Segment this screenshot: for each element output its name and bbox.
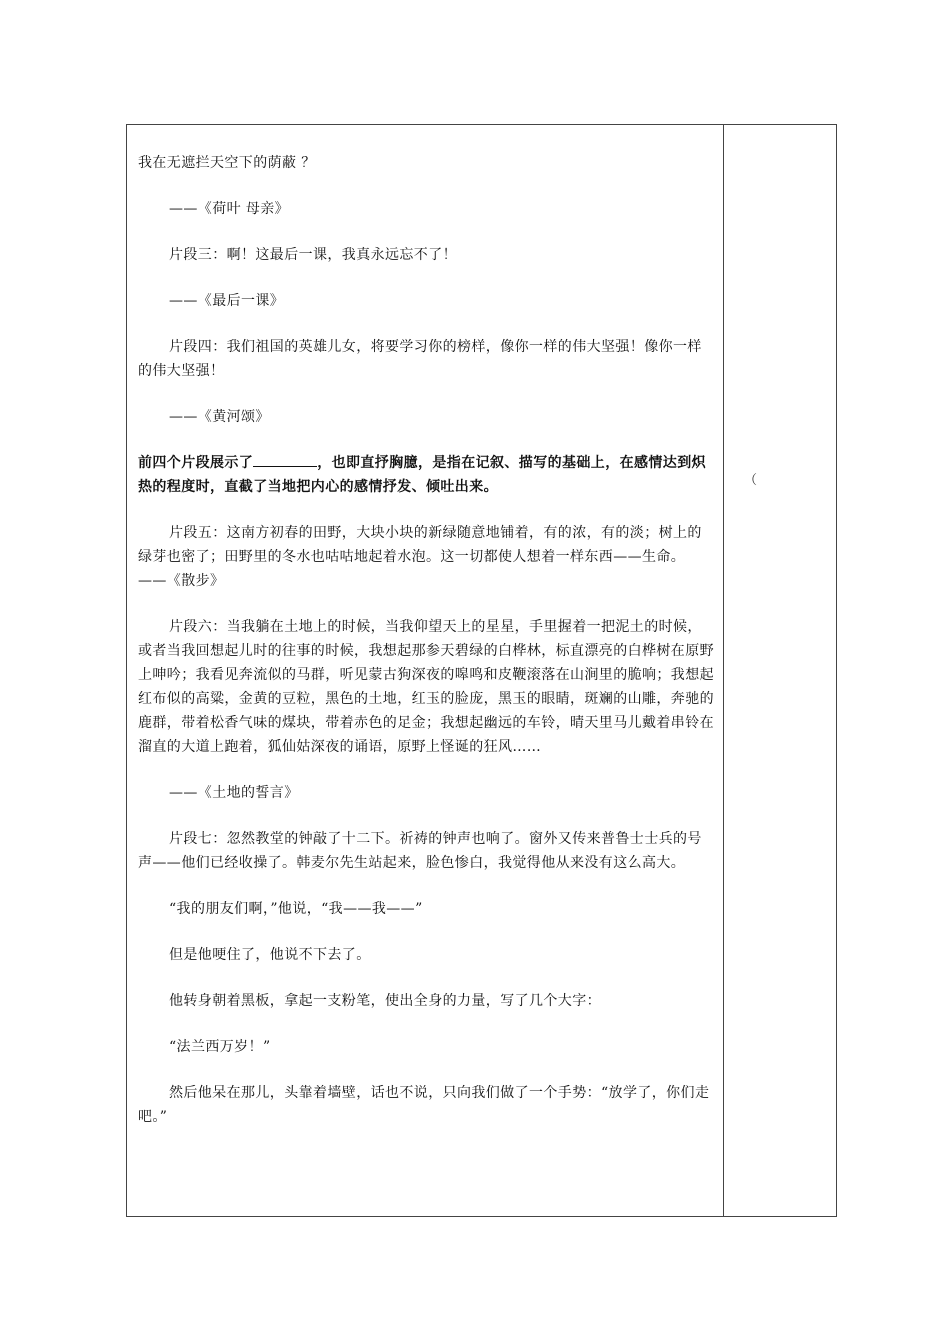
source-zuihou-yike: ——《最后一课》 [169, 293, 285, 309]
main-column [127, 125, 724, 1216]
paragraph-continuation: 我在无遮拦天空下的荫蔽 ？ [138, 155, 316, 171]
narration-choked: 但是他哽住了，他说不下去了。 [169, 947, 371, 963]
answer-blank[interactable] [253, 451, 317, 467]
question-text-start: 前四个片段展示了 [138, 455, 254, 471]
excerpt-six: 片段六：当我躺在土地上的时候，当我仰望天上的星星，手里握着一把泥土的时候，或者当我回想起儿时的往事的时候，我想起那参天碧绿的白桦林，标直漂亮的白桦树在原野上呻吟；我看见奔流似的马群，听见蒙古狗深夜的嗥鸣和皮鞭滚落在山涧里的脆响；我想起红布似的高粱，金黄的豆粒，黑色的土地，红玉的脸庞，黑玉的眼睛，斑斓的山雕，奔驰的鹿群，带着松香气味的煤块，带着赤色的足金；我想起幽远的车铃，晴天里马儿戴着串铃在溜直的大道上跑着，狐仙姑深夜的诵语，原野上怪诞的狂风…… [138, 619, 714, 755]
excerpt-three: 片段三：啊！这最后一课，我真永远忘不了！ [169, 247, 457, 263]
narration-dismissal: 然后他呆在那儿，头靠着墙壁，话也不说，只向我们做了一个手势：“放学了，你们走吧。” [138, 1085, 710, 1125]
source-tudi-de-shiyan: ——《土地的誓言》 [169, 785, 299, 801]
dialogue-line-one: “我的朋友们啊，”他说，“我——我——” [169, 901, 423, 917]
excerpt-five: 片段五：这南方初春的田野，大块小块的新绿随意地铺着，有的浓，有的淡；树上的绿芽也密了；田野里的冬水也咕咕地起着水泡。这一切都使人想着一样东西——生命。 ——《散步》 [138, 525, 702, 589]
excerpt-four: 片段四：我们祖国的英雄儿女，将要学习你的榜样，像你一样的伟大坚强！像你一样的伟大坚强！ [138, 339, 702, 379]
side-bracket-mark: （ [744, 473, 758, 488]
question-paragraph [138, 451, 716, 499]
narration-blackboard: 他转身朝着黑板，拿起一支粉笔，使出全身的力量，写了几个大字： [169, 993, 601, 1009]
source-heye-muqin: ——《荷叶 母亲》 [169, 201, 290, 217]
dialogue-vive-la-france: “法兰西万岁！” [169, 1039, 271, 1055]
source-huanghe-song: ——《黄河颂》 [169, 409, 270, 425]
text-content [138, 151, 716, 1151]
side-column [724, 125, 836, 1216]
excerpt-seven: 片段七：忽然教堂的钟敲了十二下。祈祷的钟声也响了。窗外又传来普鲁士士兵的号声——他们已经收操了。韩麦尔先生站起来，脸色惨白，我觉得他从来没有这么高大。 [138, 831, 702, 871]
document-table [126, 124, 837, 1217]
question-text-end: ，也即直抒胸臆，是指在记叙、描写的基础上，在感情达到炽热的程度时，直截了当地把内心的感情抒发、倾吐出来。 [138, 455, 707, 495]
